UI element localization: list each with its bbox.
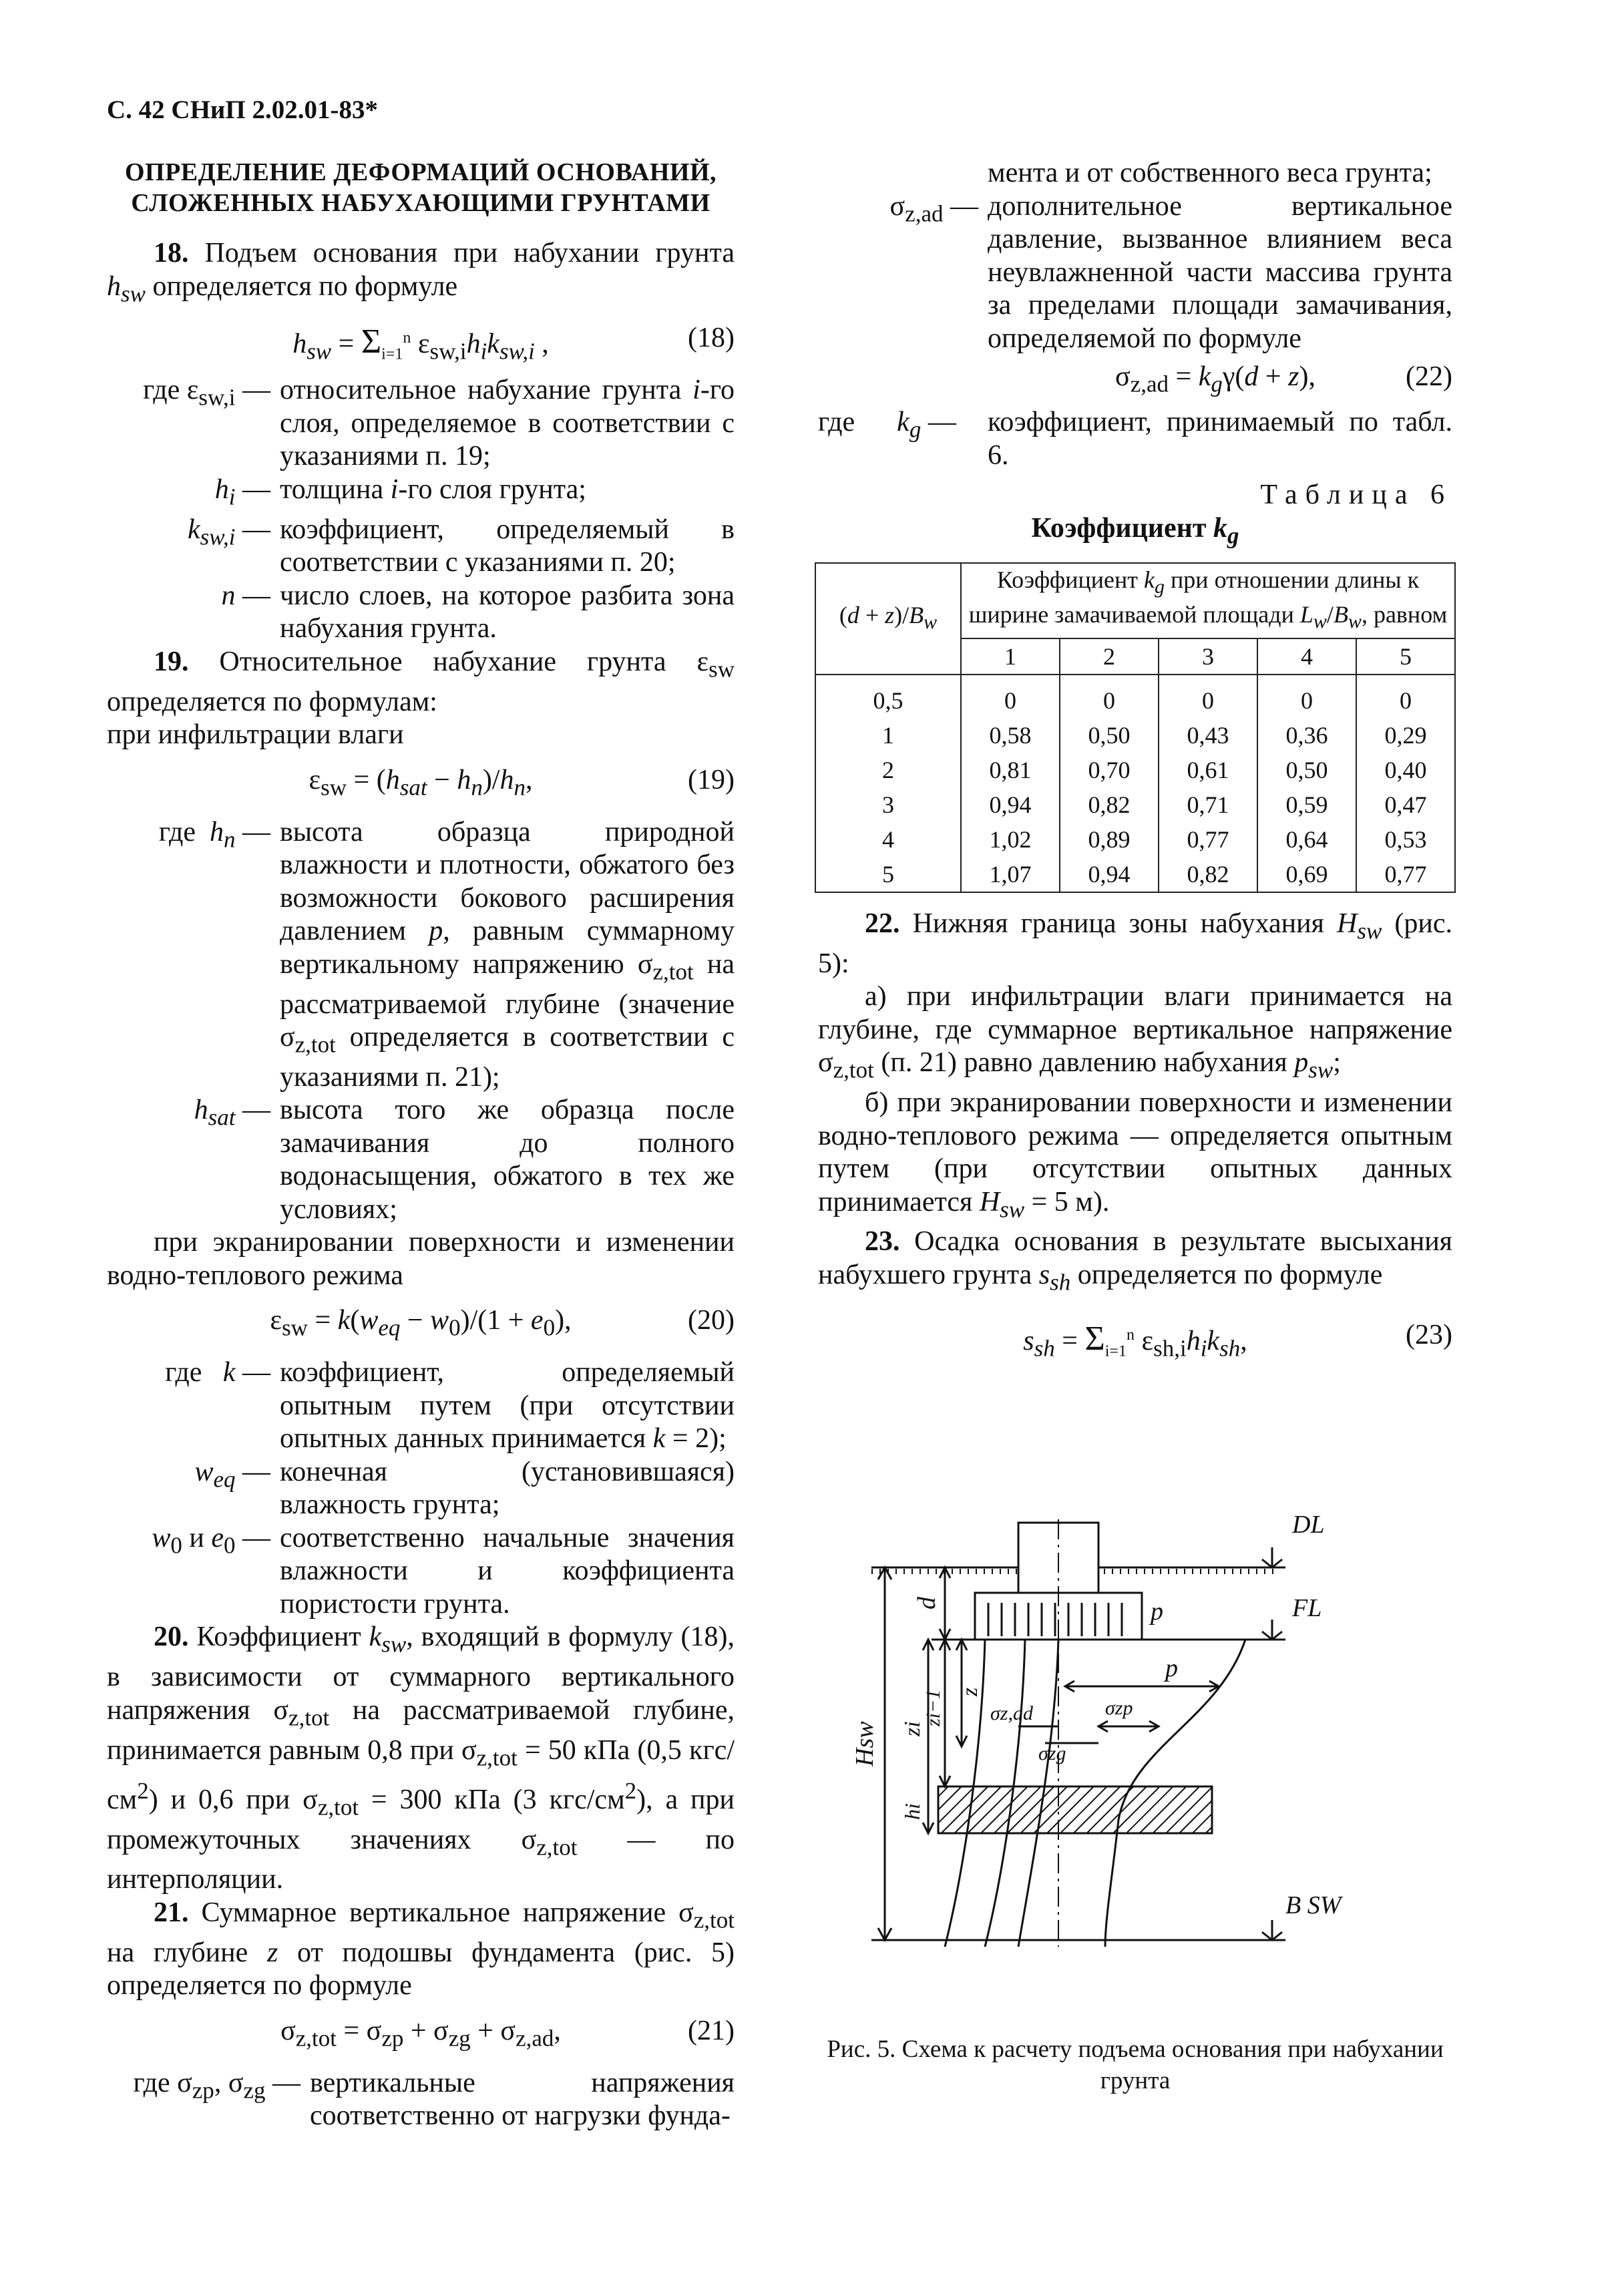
table-cell-value: 0,69 — [1257, 857, 1356, 892]
label-zi: zi — [900, 1721, 925, 1736]
label-p-top: p — [1151, 1597, 1163, 1626]
equation-22-number: (22) — [1406, 361, 1452, 392]
definition-row: $\sigma_{z,ad}$ — дополнительное вертикальное давление, вызванное влиянием веса неувлажненной части массива грунта за пределами площади замачивания, определяемой по формуле — [889, 190, 1452, 354]
table-cell-value: 0,53 — [1356, 822, 1455, 857]
table-row — [815, 822, 1455, 857]
table-cell-value: 0 — [961, 675, 1060, 718]
label-sigma-zg: σzg — [1038, 1742, 1066, 1764]
definition-row: $k_{sw,i}$ — коэффициент, определяемый в соответствии с указаниями п. 20; — [188, 514, 735, 578]
definition-row: мента и от собственного веса грунта; — [988, 158, 1432, 188]
label-dl: DL — [1292, 1511, 1325, 1539]
table-cell-value: 0,64 — [1257, 822, 1356, 857]
equation-19-formula: $\varepsilon_{sw} = (h_{sat} - h_n)/h_n$, — [309, 764, 533, 801]
table-row — [815, 857, 1455, 892]
label-fl: FL — [1292, 1594, 1322, 1622]
equation-18-number: (18) — [688, 323, 735, 354]
table-cell-value: 0 — [1060, 675, 1159, 718]
equation-23-number: (23) — [1406, 1319, 1452, 1350]
table-label: Таблица 6 — [1260, 480, 1452, 510]
section-title-line-2: СЛОЖЕННЫХ НАБУХАЮЩИМИ ГРУНТАМИ — [131, 189, 710, 217]
table-row — [815, 718, 1455, 753]
table-cell-value: 0 — [1159, 675, 1257, 718]
definition-row: n — число слоев, на которое разбита зона набухания грунта. — [221, 580, 735, 644]
table-cell-ratio: 0,5 — [815, 675, 961, 718]
table-col-header: 1 — [961, 638, 1060, 675]
table-col-header: 2 — [1060, 638, 1159, 675]
table-col-header: 5 — [1356, 638, 1455, 675]
definition-row: $w_0$ и $e_0$ — соответственно начальные значения влажности и коэффициента пористости грунта. — [152, 1522, 735, 1620]
equation-20-formula: $\varepsilon_{sw} = k(w_{eq} - w_0)/(1 + e_0)$, — [270, 1305, 572, 1341]
figure-caption: Рис. 5. Схема к расчету подъема основания при набухании грунта — [827, 2036, 1444, 2094]
figure-5-diagram — [818, 1506, 1452, 2014]
equation-22-formula: $\sigma_{z,ad} = k_g\gamma(d + z)$, — [1115, 361, 1315, 397]
definition-row: где $h_n$ — высота образца природной влажности и плотности, обжатого без возможности бокового расширения давлением p, равным суммарному вертикальному напряжению $\sigma_{z,tot}$ на рассматриваемой глубине (значение $\sigma_{z,tot}$ определяется в соответствии с указаниями п. 21); — [158, 816, 735, 1093]
equation-18-formula: $h_{sw} = \Sigma_{i=1}^n$ $\varepsilon_{sw,i}h_ik_{sw,i}$ , — [292, 323, 549, 365]
table-cell-value: 0,77 — [1159, 822, 1257, 857]
paragraph-22b: б) при экранировании поверхности и изменении водно-теплового режима — определяется опытным путем (при отсутствии опытных данных принимается $H_{sw} = 5$ м). — [818, 1087, 1452, 1222]
equation-23 — [818, 1319, 1452, 1362]
table-group-header: Коэффициент $k_g$ при отношении длины к ширине замачиваемой площади $L_w/B_w$, равном — [961, 563, 1455, 638]
equation-19 — [107, 764, 735, 804]
soil-layer-hatch — [938, 1786, 1212, 1833]
table-cell-value: 0,40 — [1356, 753, 1455, 787]
equation-21-number: (21) — [688, 2015, 735, 2046]
table-col-header: 3 — [1159, 638, 1257, 675]
paragraph-22a: а) при инфильтрации влаги принимается на глубине, где суммарное вертикальное напряжение $\sigma_{z,tot}$ (п. 21) равно давлению набухания $p_{sw}$; — [818, 981, 1452, 1083]
table-cell-value: 1,07 — [961, 857, 1060, 892]
label-hsw: Hsw — [851, 1721, 879, 1766]
label-d: d — [913, 1597, 941, 1610]
table-cell-value: 0,77 — [1356, 857, 1455, 892]
paragraph-23: 23. Осадка основания в результате высыхания набухшего грунта $s_{sh}$ определяется по формуле — [818, 1226, 1452, 1296]
table-cell-ratio: 1 — [815, 718, 961, 753]
label-sigma-ad: σz,ad — [990, 1702, 1033, 1724]
table-cell-value: 0,50 — [1060, 718, 1159, 753]
equation-21-formula: $\sigma_{z,tot} = \sigma_{zp} + \sigma_{zg} + \sigma_{z,ad}$, — [280, 2015, 561, 2052]
paragraph-19-screening: при экранировании поверхности и изменении водно-теплового режима — [107, 1227, 735, 1291]
paragraph-19: 19. Относительное набухание грунта $\varepsilon_{sw}$ определяется по формулам: — [107, 646, 735, 717]
table-cell-ratio: 3 — [815, 787, 961, 822]
table-cell-value: 0,82 — [1159, 857, 1257, 892]
table-cell-value: 0,50 — [1257, 753, 1356, 787]
label-hi: hi — [900, 1803, 924, 1820]
definition-row: где k — коэффициент, определяемый опытным путем (при отсутствии опытных данных принимается k = 2); — [165, 1357, 735, 1455]
table-cell-value: 0,89 — [1060, 822, 1159, 857]
equation-20-number: (20) — [688, 1305, 735, 1336]
table-cell-value: 0,58 — [961, 718, 1060, 753]
table-cell-value: 0,59 — [1257, 787, 1356, 822]
definition-row: где $\varepsilon_{sw,i}$ — относительное набухание грунта i-го слоя, определяемое в соответствии с указаниями п. 19; — [143, 375, 735, 472]
table-row — [815, 675, 1455, 718]
table-cell-value: 0,61 — [1159, 753, 1257, 787]
right-column — [818, 157, 1452, 1371]
table-cell-value: 0,94 — [1060, 857, 1159, 892]
table-cell-value: 0,94 — [961, 787, 1060, 822]
definition-row: где $\sigma_{zp}$, $\sigma_{zg}$ — вертикальные напряжения соответственно от нагрузки фунда- — [133, 2067, 735, 2132]
label-p-mid: p — [1165, 1654, 1178, 1682]
table-cell-ratio: 5 — [815, 857, 961, 892]
label-zi1: zi−1 — [922, 1689, 944, 1726]
table-cell-value: 0 — [1356, 675, 1455, 718]
page-header: С. 42 СНиП 2.02.01-83* — [107, 96, 378, 124]
table-cell-value: 0,70 — [1060, 753, 1159, 787]
equation-20 — [107, 1304, 735, 1344]
table-cell-ratio: 2 — [815, 753, 961, 787]
label-bsw: B SW — [1285, 1891, 1342, 1919]
definition-row: $h_i$ — толщина i-го слоя грунта; — [214, 474, 586, 510]
equation-18 — [107, 322, 735, 365]
table-row-header: $(d + z)/B_w$ — [815, 563, 961, 674]
table-cell-value: 0,43 — [1159, 718, 1257, 753]
definition-row: $h_{sat}$ — высота того же образца после замачивания до полного водонасыщения, обжатого в тех же условиях; — [194, 1095, 735, 1225]
equation-19-number: (19) — [688, 764, 735, 795]
table-cell-ratio: 4 — [815, 822, 961, 857]
equation-21 — [107, 2015, 735, 2055]
table-cell-value: 0,36 — [1257, 718, 1356, 753]
section-title-line-1: ОПРЕДЕЛЕНИЕ ДЕФОРМАЦИЙ ОСНОВАНИЙ, — [124, 158, 717, 186]
table-cell-value: 0,47 — [1356, 787, 1455, 822]
equation-23-formula: $s_{sh} = \Sigma_{i=1}^n$ $\varepsilon_{sh,i}h_ik_{sh}$, — [1023, 1319, 1247, 1362]
table-cell-value: 0,81 — [961, 753, 1060, 787]
equation-22 — [818, 361, 1452, 401]
table-cell-value: 0,82 — [1060, 787, 1159, 822]
table-row — [815, 787, 1455, 822]
coefficient-table — [815, 562, 1456, 892]
table-row — [815, 753, 1455, 787]
paragraph-20: 20. Коэффициент $k_{sw}$, входящий в формулу (18), в зависимости от суммарного вертикального напряжения $\sigma_{z,tot}$ на рассматриваемой глубине, принимается равным 0,8 при $\sigma_{z,tot} = 50$ кПа (0,5 кгс/$см^2$) и 0,6 при $\sigma_{z,tot} = 300$ кПа (3 кгс/$см^2$), а при промежуточных значениях $\sigma_{z,tot}$ — по интерполяции. — [107, 1622, 735, 1895]
label-z: z — [958, 1687, 982, 1696]
table-cell-value: 0,71 — [1159, 787, 1257, 822]
table-col-header: 4 — [1257, 638, 1356, 675]
paragraph-19-infiltration: при инфильтрации влаги — [107, 719, 404, 751]
paragraph-18: 18. Подъем основания при набухании грунта $h_{sw}$ определяется по формуле — [107, 238, 735, 307]
definition-row: где $k_g$ — коэффициент, принимаемый по табл. 6. — [818, 407, 1452, 471]
table-cell-value: 0 — [1257, 675, 1356, 718]
label-sigma-zp: σzp — [1105, 1697, 1133, 1719]
table-cell-value: 0,29 — [1356, 718, 1455, 753]
paragraph-22: 22. Нижняя граница зоны набухания $H_{sw}$ (рис. 5): — [818, 908, 1453, 979]
left-column — [107, 157, 735, 2133]
definition-row: $w_{eq}$ — конечная (установившаяся) влажность грунта; — [194, 1456, 735, 1521]
paragraph-21: 21. Суммарное вертикальное напряжение $\sigma_{z,tot}$ на глубине z от подошвы фундамента (рис. 5) определяется по формуле — [107, 1897, 735, 2002]
table-cell-value: 1,02 — [961, 822, 1060, 857]
table-title: Коэффициент $k_g$ — [1031, 512, 1239, 548]
